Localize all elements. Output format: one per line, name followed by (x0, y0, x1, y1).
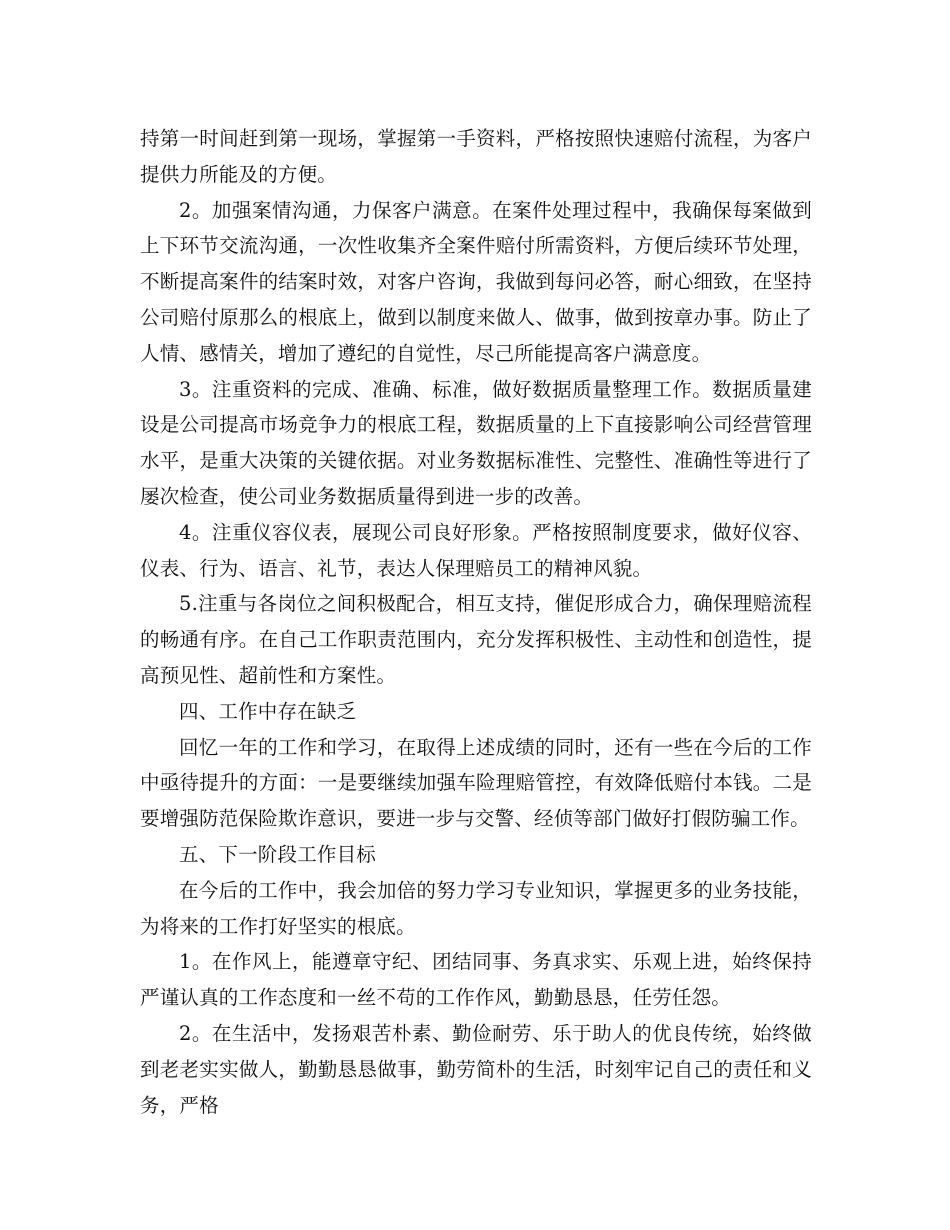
paragraph-7: 在今后的工作中，我会加倍的努力学习专业知识，掌握更多的业务技能，为将来的工作打好坚实的根底。 (140, 878, 812, 938)
paragraph-3: 3。注重资料的完成、准确、标准，做好数据质量整理工作。数据质量建设是公司提高市场竞争力的根底工程，数据质量的上下直接影响公司经营管理水平，是重大决策的关键依据。对业务数据标准性、完整性、准确性等进行了屡次检查，使公司业务数据质量得到进一步的改善。 (140, 377, 812, 508)
section-heading-5: 五、下一阶段工作目标 (179, 842, 377, 866)
paragraph-2: 2。加强案情沟通，力保客户满意。在案件处理过程中，我确保每案做到上下环节交流沟通，一次性收集齐全案件赔付所需资料，方便后续环节处理，不断提高案件的结案时效，对客户咨询，我做到每问必答，耐心细致，在坚持公司赔付原那么的根底上，做到以制度来做人、做事，做到按章办事。防止了人情、感情关，增加了遵纪的自觉性，尽己所能提高客户满意度。 (140, 198, 812, 365)
paragraph-4: 4。注重仪容仪表，展现公司良好形象。严格按照制度要求，做好仪容、仪表、行为、语言、礼节，表达人保理赔员工的精神风貌。 (140, 520, 812, 580)
paragraph-9: 2。在生活中，发扬艰苦朴素、勤俭耐劳、乐于助人的优良传统，始终做到老老实实做人，勤勤恳恳做事，勤劳简朴的生活，时刻牢记自己的责任和义务，严格 (140, 1021, 812, 1117)
section-heading-4: 四、工作中存在缺乏 (179, 699, 357, 723)
document-body (140, 121, 812, 1123)
paragraph-6: 回忆一年的工作和学习，在取得上述成绩的同时，还有一些在今后的工作中亟待提升的方面：一是要继续加强车险理赔管控，有效降低赔付本钱。二是要增强防范保险欺诈意识，要进一步与交警、经侦等部门做好打假防骗工作。 (140, 735, 812, 831)
paragraph-5: 5.注重与各岗位之间积极配合，相互支持，催促形成合力，确保理赔流程的畅通有序。在自己工作职责范围内，充分发挥积极性、主动性和创造性，提高预见性、超前性和方案性。 (140, 592, 812, 687)
paragraph-8: 1。在作风上，能遵章守纪、团结同事、务真求实、乐观上进，始终保持严谨认真的工作态度和一丝不苟的工作作风，勤勤恳恳，任劳任怨。 (140, 950, 812, 1010)
paragraph-1: 持第一时间赶到第一现场，掌握第一手资料，严格按照快速赔付流程，为客户提供力所能及的方便。 (140, 127, 812, 186)
